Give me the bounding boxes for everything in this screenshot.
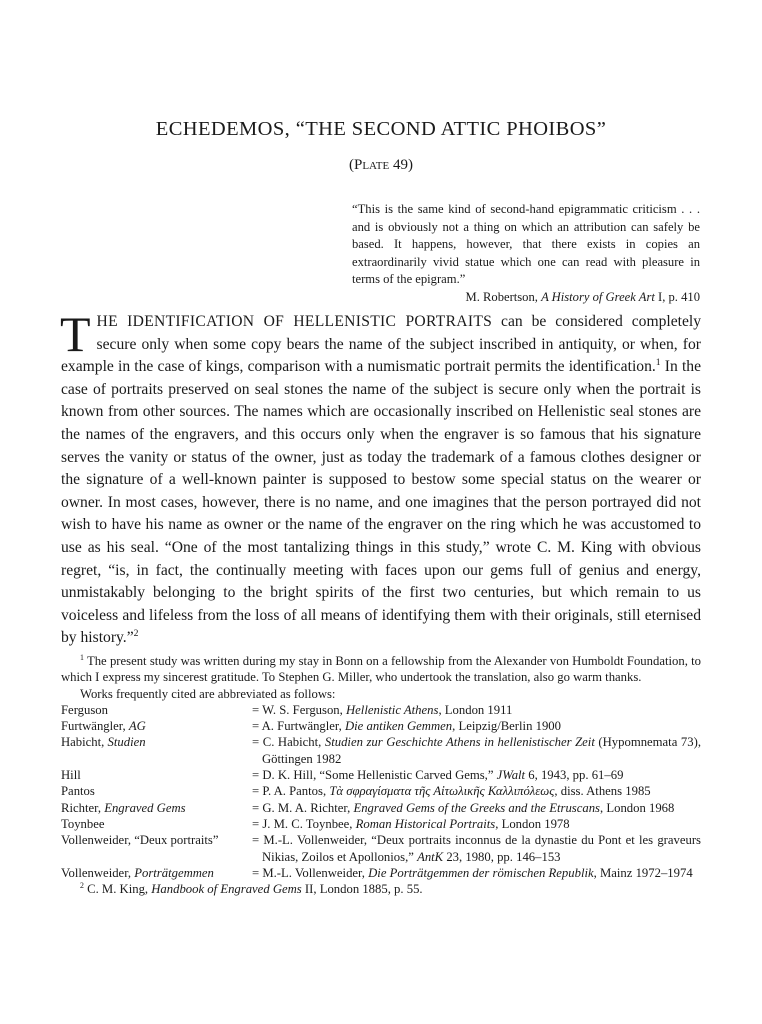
citation-title: JWalt (496, 768, 526, 783)
abbreviations-table (61, 702, 701, 881)
citation-title: Roman Historical Portraits (355, 816, 496, 831)
citation-pre: = J. M. C. Toynbee, (252, 816, 356, 831)
abbreviation-key-plain: Pantos (61, 784, 95, 799)
body-text-part-2: In the case of portraits preserved on seal stones the name of the subject is secure only when the portrait is known from other sources. The names which are occasionally inscribed on Hellenistic seal stones are the names of the engravers, and this occurs only when the engraver is so famous that his signature serves the vanity or status of the owner, just as today the trademark of a famous clothes designer or the signature of a well-known painter is supposed to bestow some special status on the wearer or owner. In most cases, however, there is no name, and one imagines that the person portrayed did not wish to have his name as owner or the name of the engraver on the ring which he was accustomed to use as his seal. “One of the most tantalizing things in this study,” wrote C. M. King with obvious regret, “is, in fact, the continually meeting with faces upon our gems full of genius and energy, unmistakably belonging to the bright spirits of the first two centuries, but which remain to us voiceless and lifeless from the loss of all means of identifying them with their originals, still eternised by history.” (61, 358, 701, 647)
abbreviation-citation (252, 800, 701, 816)
footnote-2 (61, 881, 701, 897)
abbreviation-key-plain: Toynbee (61, 816, 105, 831)
citation-post: 6, 1943, pp. 61–69 (525, 768, 624, 783)
body-paragraph (60, 306, 702, 650)
epigraph (352, 201, 700, 306)
citation-title: Hellenistic Athens (346, 702, 439, 717)
citation-pre: = W. S. Ferguson, (252, 702, 346, 717)
citation-post: , London 1911 (438, 702, 513, 717)
abbreviation-key-plain: Vollenweider, “Deux portraits” (61, 833, 219, 848)
abbreviation-citation (252, 783, 701, 799)
abbreviation-citation (252, 865, 701, 881)
abbreviation-key (61, 816, 252, 832)
citation-post: (Hypomnemata 73), Göttingen 1982 (262, 735, 701, 766)
plate-word: Plate (354, 157, 390, 173)
footnote-2-title: Handbook of Engraved Gems (151, 882, 302, 897)
abbreviation-citation (252, 702, 701, 718)
citation-pre: = G. M. A. Richter, (252, 800, 354, 815)
epigraph-source (352, 289, 700, 307)
citation-title: Die Porträtgemmen der römischen Republik (368, 865, 594, 880)
abbreviation-key-plain: Ferguson (61, 702, 108, 717)
abbreviation-citation (252, 767, 701, 783)
footnote-1-text: The present study was written during my stay in Bonn on a fellowship from the Alexander von Humboldt Foundation, to which I express my sincerest gratitude. To Stephen G. Miller, who undertook the translation, also go warm thanks. (61, 654, 701, 685)
abbreviation-key-plain: Vollenweider, (61, 865, 135, 880)
abbreviation-key (61, 832, 252, 865)
citation-pre: = M.-L. Vollenweider, (252, 865, 369, 880)
citation-post: 23, 1980, pp. 146–153 (443, 849, 561, 864)
citation-post: , Mainz 1972–1974 (593, 865, 693, 880)
article-title: ECHEDEMOS, “THE SECOND ATTIC PHOIBOS” (155, 118, 607, 140)
abbreviation-key-plain: Furtwängler, (61, 719, 129, 734)
citation-title: Engraved Gems of the Greeks and the Etruscans (353, 800, 600, 815)
citation-post: , diss. Athens 1985 (554, 784, 651, 799)
citation-post: , London 1978 (495, 816, 570, 831)
citation-pre: = D. K. Hill, “Some Hellenistic Carved Gems,” (252, 768, 497, 783)
footnote-2-mark: 2 (80, 880, 84, 890)
footnote-2-post: II, London 1885, p. 55. (301, 882, 423, 897)
citation-title: Studien zur Geschichte Athens in hellenistischer Zeit (324, 735, 595, 750)
abbreviation-key-italic: Engraved Gems (104, 800, 186, 815)
abbreviation-key (61, 865, 252, 881)
abbreviation-key (61, 783, 252, 799)
abbreviation-key (61, 718, 252, 734)
abbreviation-key (61, 702, 252, 718)
plate-number: 49) (389, 157, 413, 173)
abbreviation-row (61, 832, 701, 865)
abbreviation-row (61, 718, 701, 734)
abbreviation-key-italic: AG (128, 719, 146, 734)
abbreviation-row (61, 734, 701, 767)
abbreviation-citation (252, 734, 701, 767)
plate-open: ( (349, 157, 354, 173)
citation-pre: = C. Habicht, (252, 735, 325, 750)
footnote-ref-2[interactable]: 2 (133, 628, 139, 640)
abbreviation-row (61, 816, 701, 832)
citation-post: , London 1968 (600, 800, 675, 815)
footnote-1-mark: 1 (80, 652, 84, 662)
citation-title: AntK (417, 849, 444, 864)
footnote-2-pre: C. M. King, (83, 882, 152, 897)
abbreviation-key-plain: Habicht, (61, 735, 108, 750)
epigraph-source-author: M. Robertson, (465, 289, 542, 304)
abbreviation-citation (252, 718, 701, 734)
body-text (60, 306, 702, 650)
abbreviation-row (61, 800, 701, 816)
abbreviation-row (61, 783, 701, 799)
abbreviation-citation (252, 816, 701, 832)
epigraph-quote: “This is the same kind of second-hand epigrammatic criticism . . . and is obviously not a thing on which an attribution can safely be based. It happens, however, that there exists in copies an extraordinarily vivid statue which one can read with pleasure in terms of the epigram.” (352, 202, 700, 286)
abbreviation-key (61, 800, 252, 816)
abbreviation-key (61, 734, 252, 767)
plate-reference (0, 157, 762, 174)
abbreviation-key (61, 767, 252, 783)
abbreviation-row (61, 767, 701, 783)
body-text-part-1: can be considered completely secure only when some copy bears the name of the subject inscribed in antiquity, or when, for example in the case of kings, comparison with a numismatic portrait permits the identification. (61, 313, 702, 376)
footnotes (61, 653, 701, 897)
works-cited-intro: Works frequently cited are abbreviated as follows: (80, 686, 336, 701)
drop-cap: T (60, 306, 91, 362)
citation-title: Τὰ σφραγίσματα τῆς Αἰτωλικῆς Καλλιπόλεως (329, 784, 555, 799)
footnote-ref-1[interactable]: 1 (655, 357, 661, 368)
citation-pre: = M.-L. Vollenweider, “Deux portraits inconnus de la dynastie du Pont et les graveurs Nikias, Zoilos et Apollonios,” (252, 833, 701, 864)
abbreviation-row (61, 865, 701, 881)
epigraph-source-page: I, p. 410 (654, 289, 700, 304)
citation-post: , Leipzig/Berlin 1900 (452, 719, 561, 734)
abbreviation-key-italic: Porträtgemmen (134, 865, 214, 880)
abbreviation-key-italic: Studien (107, 735, 146, 750)
abbreviation-row (61, 702, 701, 718)
abbreviation-citation (252, 832, 701, 865)
epigraph-source-title: A History of Greek Art (541, 289, 655, 304)
abbreviation-key-plain: Hill (61, 768, 81, 783)
citation-pre: = P. A. Pantos, (252, 784, 330, 799)
citation-pre: = A. Furtwängler, (252, 719, 345, 734)
abbreviation-key-plain: Richter, (61, 800, 105, 815)
lead-in-caps: HE IDENTIFICATION OF HELLENISTIC PORTRAITS (96, 313, 493, 330)
citation-title: Die antiken Gemmen (344, 719, 453, 734)
footnote-1 (61, 653, 701, 686)
